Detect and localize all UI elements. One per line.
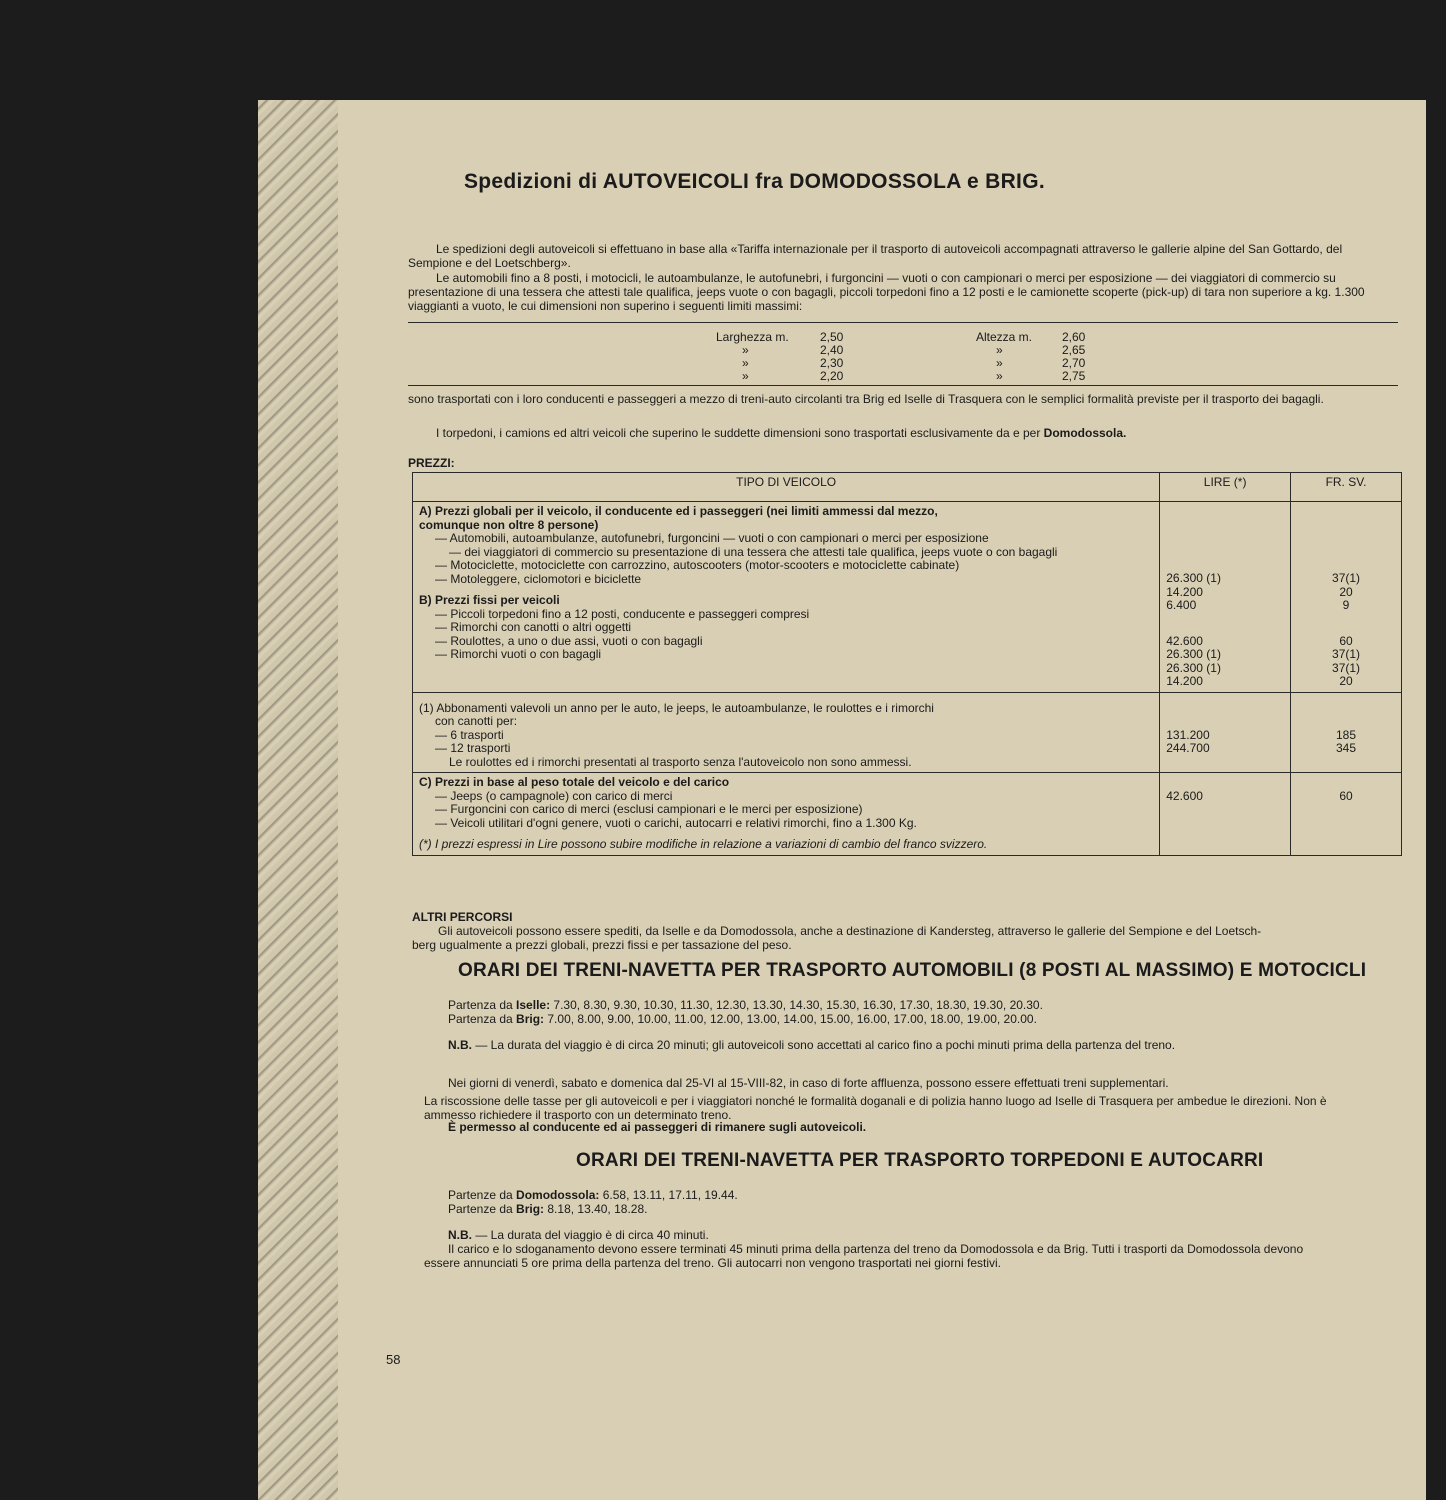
price-value: 20 (1339, 674, 1353, 688)
lire-values-ab (1160, 502, 1291, 693)
brig-departures-2 (448, 1202, 647, 1216)
lire-values-note (1160, 692, 1291, 773)
nb-text: — La durata del viaggio è di circa 40 minuti. (472, 1228, 709, 1242)
price-value: 9 (1342, 598, 1350, 612)
list-item: — Automobili, autoambulanze, autofunebri, furgoncini — vuoti o con campionari o merci per esposizione (435, 531, 989, 545)
price-value: 6.400 (1166, 598, 1197, 612)
footnote: (*) I prezzi espressi in Lire possono subire modifiche in relazione a variazioni di cambio del franco svizzero. (419, 837, 988, 851)
domodossola-departures (448, 1188, 738, 1202)
iselle-departures (448, 998, 1043, 1012)
list-item: — Furgoncini con carico di merci (esclusi campionari e le merci per esposizione) (435, 802, 863, 816)
price-value: 37(1) (1332, 660, 1361, 675)
list-item: — Motociclette, motociclette con carrozzino, autoscooters (motor-scooters e motociclette cabinate) (435, 558, 960, 572)
price-value: 345 (1336, 741, 1357, 755)
nb-text: — La durata del viaggio è di circa 20 minuti; gli autoveicoli sono accettati al carico fino a pochi minuti prima della partenza del treno. (472, 1038, 1176, 1052)
times: 7.30, 8.30, 9.30, 10.30, 11.30, 12.30, 13.30, 14.30, 15.30, 16.30, 17.30, 18.30, 19.30, 20.30. (550, 998, 1043, 1012)
binding-edge (258, 100, 338, 1500)
price-value: 37(1) (1332, 571, 1361, 585)
page-title: Spedizioni di AUTOVEICOLI fra DOMODOSSOLA e BRIG. (464, 170, 1045, 193)
altezza-value: 2,60 (1062, 330, 1086, 344)
price-value: 131.200 (1166, 727, 1210, 742)
list-item: — Veicoli utilitari d'ogni genere, vuoti o carichi, autocarri e relativi rimorchi, fino a 1.300 Kg. (435, 815, 917, 830)
orari-title-2: ORARI DEI TRENI-NAVETTA PER TRASPORTO TORPEDONI E AUTOCARRI (576, 1150, 1264, 1171)
orari2-p1: Il carico e lo sdoganamento devono essere terminati 45 minuti prima della partenza del treno da Domodossola e da Brig. Tutti i trasporti da Domodossola devono (448, 1242, 1304, 1256)
times: 8.18, 13.40, 18.28. (544, 1202, 648, 1216)
price-value: 37(1) (1332, 647, 1361, 661)
note-1 (413, 692, 1160, 773)
altezza-value: 2,75 (1062, 369, 1086, 383)
orari1-p2b: ammesso richiedere il trasporto con un determinato treno. (424, 1108, 732, 1122)
fr-values-c (1291, 773, 1402, 856)
domo-bold: Domodossola: (516, 1188, 600, 1202)
list-item: — 12 trasporti (435, 741, 511, 755)
orari-title-1: ORARI DEI TRENI-NAVETTA PER TRASPORTO AUTOMOBILI (8 POSTI AL MASSIMO) E MOTOCICLI (458, 960, 1367, 981)
section-a-title: A) Prezzi globali per il veicolo, il conducente ed i passeggeri (nei limiti ammessi dal mezzo, comunque non oltre 8 persone) (419, 504, 938, 532)
orari1-p1: Nei giorni di venerdì, sabato e domenica dal 25-VI al 15-VIII-82, in caso di forte affluenza, possono essere effettuati treni supplementari. (448, 1076, 1169, 1090)
altri-title: ALTRI PERCORSI (412, 910, 513, 924)
altezza-value: 2,65 (1062, 343, 1086, 357)
ditto-mark: » (996, 343, 1003, 357)
list-item: — Roulottes, a uno o due assi, vuoti o con bagagli (435, 633, 703, 648)
price-value: 42.600 (1166, 789, 1203, 803)
label: Partenza da (448, 1012, 517, 1026)
price-value: 14.200 (1166, 584, 1203, 599)
section-c (413, 773, 1160, 856)
label: Partenze da (448, 1188, 517, 1202)
col-lire: LIRE (*) (1160, 473, 1291, 502)
section-b-title: B) Prezzi fissi per veicoli (419, 593, 560, 607)
brig-bold: Brig: (516, 1012, 545, 1026)
altezza-label: Altezza m. (976, 330, 1033, 344)
ditto-mark: » (996, 356, 1003, 370)
col-fr: FR. SV. (1291, 473, 1402, 502)
label: Partenza da (448, 998, 517, 1012)
fr-values-note (1291, 692, 1402, 773)
list-item: — Piccoli torpedoni fino a 12 posti, conducente e passeggeri compresi (435, 606, 810, 621)
larghezza-value: 2,50 (820, 330, 844, 344)
col-tipo: TIPO DI VEICOLO (413, 473, 1160, 502)
list-item: — Rimorchi vuoti o con bagagli (435, 647, 602, 661)
orari1-p3: È permesso al conducente ed ai passeggeri di rimanere sugli autoveicoli. (448, 1120, 867, 1134)
nb-note-2 (448, 1228, 709, 1242)
nb-label: N.B. (448, 1228, 472, 1242)
table-header-row (413, 473, 1402, 502)
list-item: — dei viaggiatori di commercio su presentazione di una tessera che attesti tale qualifica, jeeps vuote o con bagagli (449, 544, 1058, 559)
list-item: — Jeeps (o campagnole) con carico di merci (435, 788, 673, 803)
larghezza-value: 2,30 (820, 356, 844, 370)
divider (408, 385, 1398, 386)
price-value: 60 (1339, 633, 1353, 648)
list-item: — Motoleggere, ciclomotori e biciclette (435, 571, 642, 586)
note-1-extra: Le roulottes ed i rimorchi presentati al trasporto senza l'autoveicolo non sono ammessi. (449, 754, 912, 769)
price-value: 60 (1339, 789, 1353, 803)
intro-paragraph-2: Le automobili fino a 8 posti, i motocicli, le autoambulanze, le autofunebri, i furgoncini — vuoti o con campionari o merci per esposizione — dei viaggiatori di commercio su presentazione di una tessera che attesti tale qualifica, jeeps vuote o con bagagli, piccoli torpedoni fino a 12 posti e le camionette scoperte (pick-up) di tara non superiore a kg. 1.300 viaggianti a vuoto, le cui dimensioni non superino i seguenti limiti massimi: (408, 271, 1365, 313)
iselle-bold: Iselle: (516, 998, 551, 1012)
torpedoni-text: I torpedoni, i camions ed altri veicoli che superino le suddette dimensioni sono trasportati esclusivamente da e per (436, 426, 1044, 440)
larghezza-value: 2,20 (820, 369, 844, 383)
price-table (412, 472, 1402, 856)
transport-paragraph: sono trasportati con i loro conducenti e passeggeri a mezzo di treni-auto circolanti tra Brig ed Iselle di Trasquera con le semplici formalità previste per il trasporto dei bagagli. (408, 392, 1324, 406)
nb-label: N.B. (448, 1038, 472, 1052)
price-value: 14.200 (1166, 674, 1203, 688)
torpedoni-paragraph (408, 426, 1398, 440)
ditto-mark: » (996, 369, 1003, 383)
orari2-p1b: essere annunciati 5 ore prima della partenza del treno. Gli autocarri non vengono trasportati nei giorni festivi. (424, 1256, 1001, 1270)
price-value: 26.300 (1) (1166, 647, 1221, 661)
price-value: 42.600 (1166, 633, 1203, 648)
ditto-mark: » (742, 369, 749, 383)
larghezza-value: 2,40 (820, 343, 844, 357)
label: Partenze da (448, 1202, 517, 1216)
orari1-p2: La riscossione delle tasse per gli autoveicoli e per i viaggiatori nonché le formalità doganali e di polizia hanno luogo ad Iselle di Trasquera per ambedue le direzioni. Non è (424, 1094, 1327, 1108)
brig-departures (448, 1012, 1037, 1026)
table-row (413, 773, 1402, 856)
price-value: 244.700 (1166, 741, 1210, 755)
list-item: — Rimorchi con canotti o altri oggetti (435, 620, 632, 634)
times: 7.00, 8.00, 9.00, 10.00, 11.00, 12.00, 13.00, 14.00, 15.00, 16.00, 17.00, 18.00, 19.00, 20.00. (544, 1012, 1037, 1026)
brig-bold: Brig: (516, 1202, 545, 1216)
lire-values-c (1160, 773, 1291, 856)
prezzi-label: PREZZI: (408, 456, 455, 470)
domodossola-bold: Domodossola. (1043, 426, 1127, 440)
note-1-sub: con canotti per: (435, 714, 518, 728)
section-c-title: C) Prezzi in base al peso totale del veicolo e del carico (419, 775, 730, 789)
book-page (258, 100, 1426, 1500)
altri-text-2: berg ugualmente a prezzi globali, prezzi fissi e per tassazione del peso. (412, 938, 792, 952)
price-value: 26.300 (1) (1166, 660, 1221, 675)
section-a (413, 502, 1160, 693)
note-1-title: (1) Abbonamenti valevoli un anno per le auto, le jeeps, le autoambulanze, le roulottes e i rimorchi (419, 700, 934, 715)
table-row (413, 502, 1402, 693)
larghezza-label: Larghezza m. (716, 330, 789, 344)
price-value: 20 (1339, 584, 1353, 599)
ditto-mark: » (742, 343, 749, 357)
price-value: 26.300 (1) (1166, 571, 1221, 585)
intro-paragraph-1: Le spedizioni degli autoveicoli si effettuano in base alla «Tariffa internazionale per il trasporto di autoveicoli accompagnati attraverso le gallerie alpine del San Gottardo, del Sempione e del Loetschberg». (408, 242, 1343, 270)
ditto-mark: » (742, 356, 749, 370)
fr-values-ab (1291, 502, 1402, 693)
price-value: 185 (1336, 727, 1357, 742)
list-item: — 6 trasporti (435, 727, 504, 742)
table-row (413, 692, 1402, 773)
nb-note-1 (448, 1038, 1175, 1052)
times: 6.58, 13.11, 17.11, 19.44. (599, 1188, 738, 1202)
divider (408, 322, 1398, 323)
altezza-value: 2,70 (1062, 356, 1086, 370)
altri-text: Gli autoveicoli possono essere spediti, da Iselle e da Domodossola, anche a destinazione di Kandersteg, attraverso le gallerie del Sempione e del Loetsch- (438, 924, 1262, 938)
page-number: 58 (386, 1352, 401, 1367)
